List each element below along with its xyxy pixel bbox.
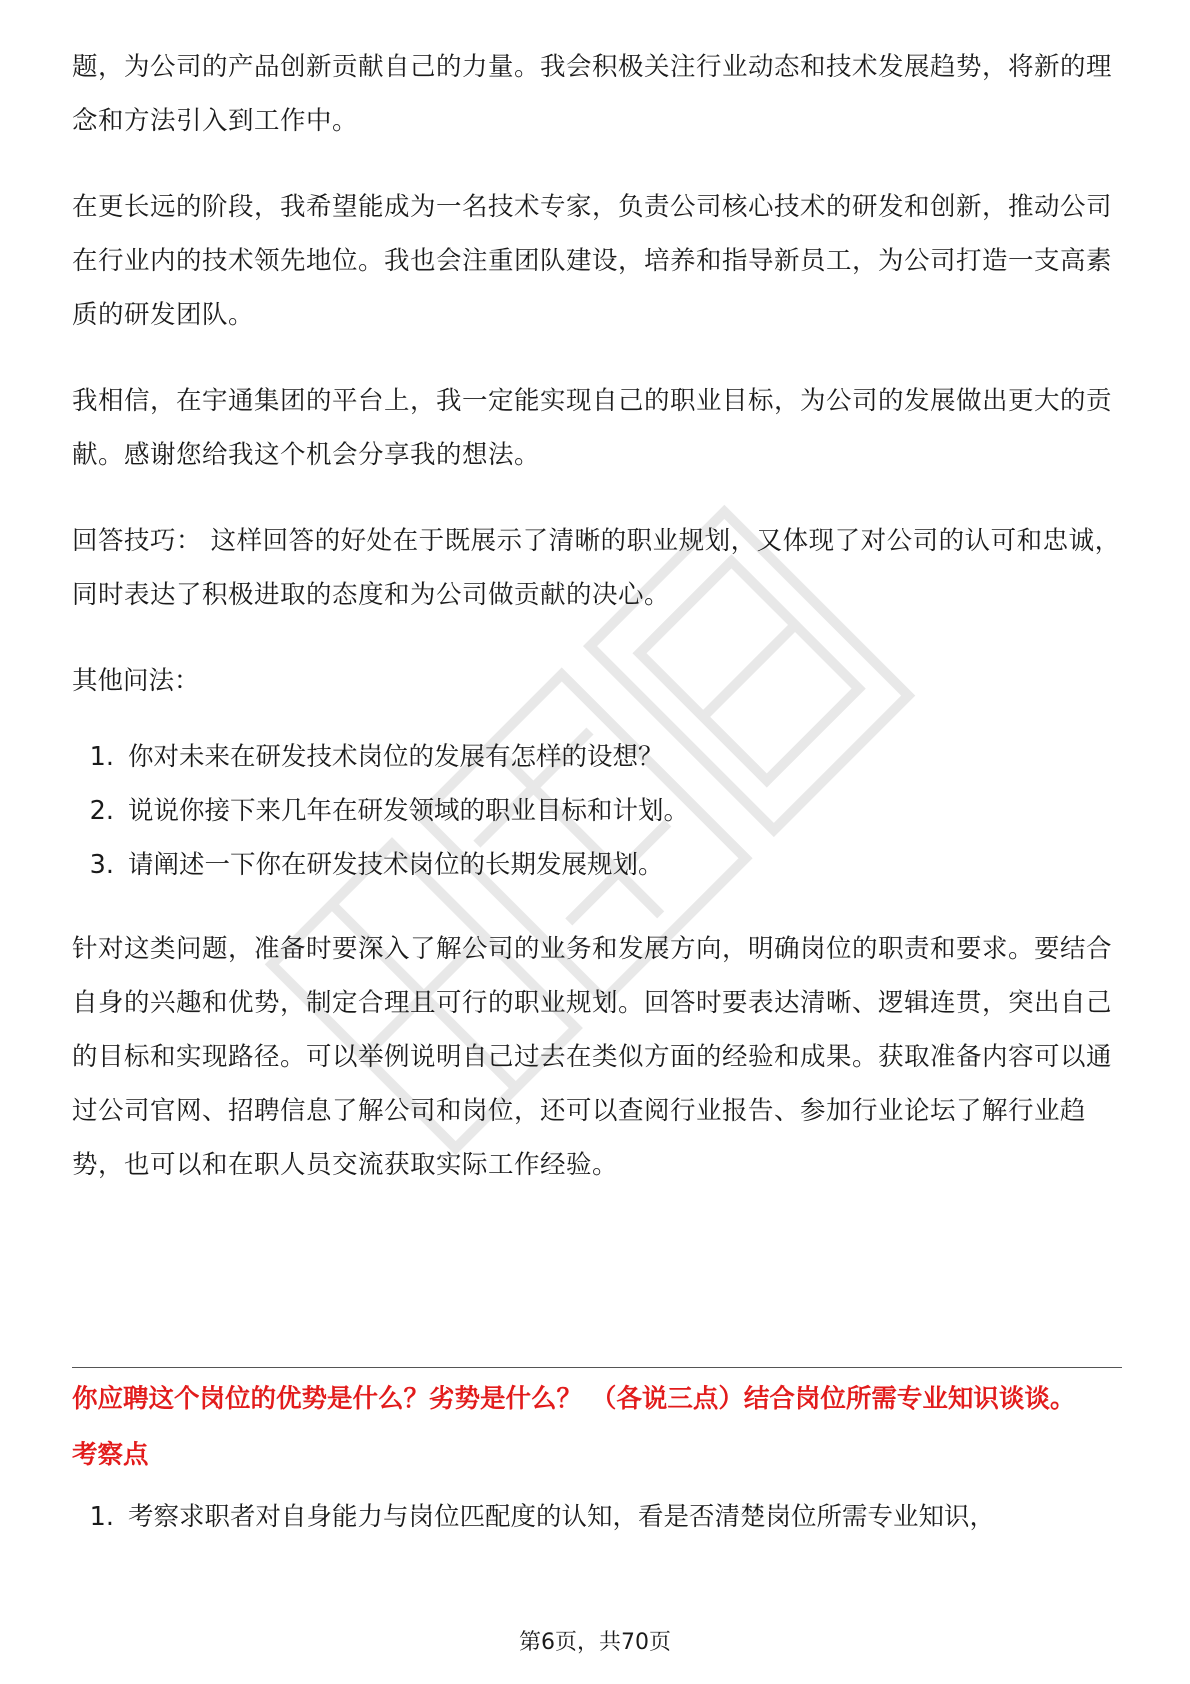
- list-item-text: 请阐述一下你在研发技术岗位的长期发展规划。: [128, 850, 664, 880]
- page-footer: 第6页，共70页: [519, 1630, 671, 1655]
- paragraph-advice: 针对这类问题，准备时要深入了解公司的业务和发展方向，明确岗位的职责和要求。要结合自身的兴趣和优势，制定合理且可行的职业规划。回答时要表达清晰、逻辑连贯，突出自己的目标和实现路径。可以举例说明自己过去在类似方面的经验和成果。获取准备内容可以通过公司官网、招聘信息了解公司和岗位，还可以查阅行业报告、参加行业论坛了解行业趋势，也可以和在职人员交流获取实际工作经验。: [72, 934, 1113, 1180]
- paragraph-belief: 我相信，在宇通集团的平台上，我一定能实现自己的职业目标，为公司的发展做出更大的贡献。感谢您给我这个机会分享我的想法。: [72, 386, 1113, 470]
- assessment-points-heading: 考察点: [72, 1440, 149, 1470]
- paragraph-innovation: 题，为公司的产品创新贡献自己的力量。我会积极关注行业动态和技术发展趋势，将新的理念和方法引入到工作中。: [72, 52, 1113, 136]
- list-item: [72, 730, 1122, 784]
- other-ways-label: 其他问法：: [72, 666, 200, 696]
- list-item-text: 考察求职者对自身能力与岗位匹配度的认知，看是否清楚岗位所需专业知识，: [128, 1502, 996, 1532]
- list-item-number: 2.: [89, 796, 114, 826]
- list-item: [72, 1490, 1122, 1544]
- list-item-number: 3.: [89, 850, 114, 880]
- paragraph-long-term: 在更长远的阶段，我希望能成为一名技术专家，负责公司核心技术的研发和创新，推动公司在行业内的技术领先地位。我也会注重团队建设，培养和指导新员工，为公司打造一支高素质的研发团队。: [72, 192, 1113, 330]
- list-item-number: 1.: [89, 1502, 114, 1532]
- section-divider: [72, 1367, 1122, 1368]
- paragraph-answer-tips: 回答技巧： 这样回答的好处在于既展示了清晰的职业规划，又体现了对公司的认可和忠诚，同时表达了积极进取的态度和为公司做贡献的决心。: [72, 526, 1121, 610]
- next-question-section: [72, 1382, 1122, 1574]
- list-item-text: 说说你接下来几年在研发领域的职业目标和计划。: [128, 796, 690, 826]
- list-item-text: 你对未来在研发技术岗位的发展有怎样的设想？: [128, 742, 664, 772]
- list-item: [72, 838, 1122, 892]
- other-ways-list: [72, 730, 1122, 892]
- question-heading: 你应聘这个岗位的优势是什么？劣势是什么？ （各说三点）结合岗位所需专业知识谈谈。: [72, 1384, 1076, 1414]
- assessment-points-list: [72, 1490, 1122, 1544]
- list-item: [72, 784, 1122, 838]
- list-item-number: 1.: [89, 742, 114, 772]
- page-content: [72, 40, 1122, 1224]
